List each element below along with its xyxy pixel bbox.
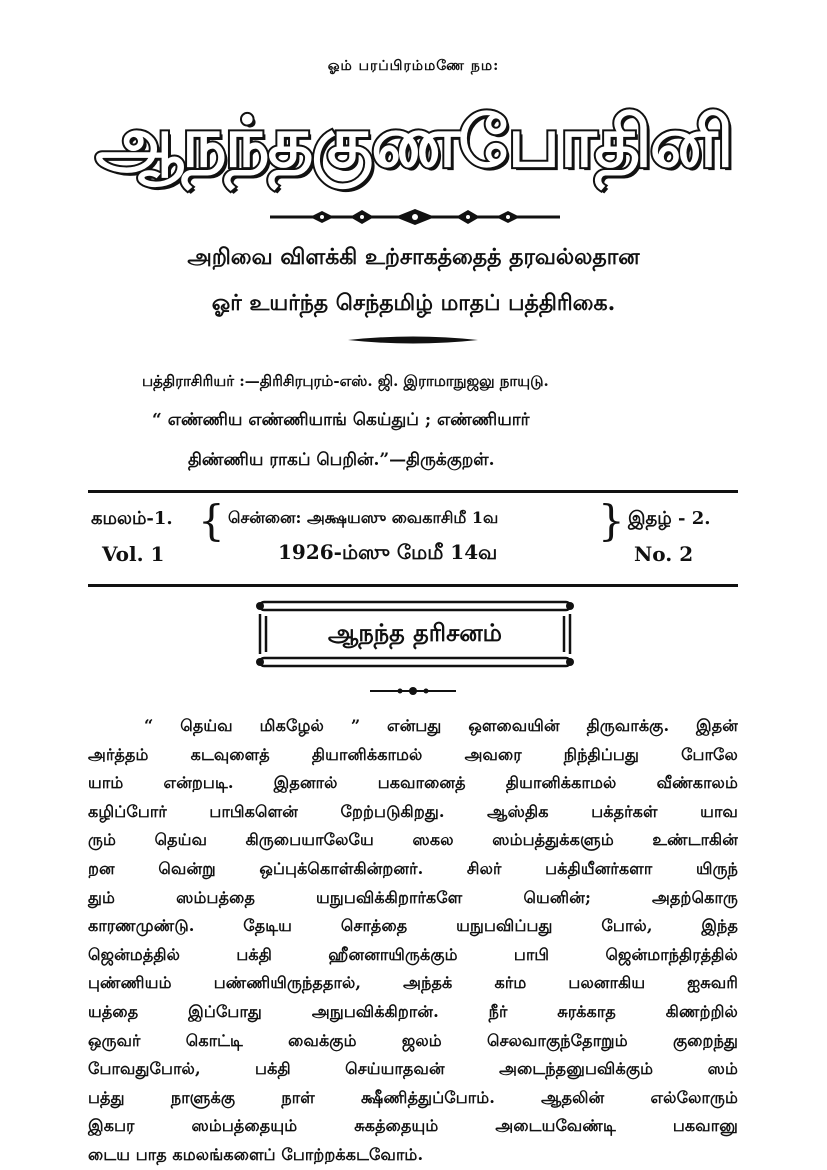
- article-line: தும் ஸம்பத்தை யநுபவிக்கிறார்களே யெனின்; அதற்கொரு: [88, 887, 738, 907]
- article-line: றன வென்று ஒப்புக்கொள்கின்றனர். சிலர் பக்தியீனர்களா யிருந்: [88, 858, 738, 878]
- top-rule: [88, 490, 738, 493]
- bottom-rule: [88, 584, 738, 587]
- left-brace: {: [198, 496, 225, 545]
- volume-label: Vol. 1: [102, 542, 165, 566]
- number-label: No. 2: [634, 542, 694, 566]
- right-brace: }: [598, 496, 625, 545]
- article-line: காரணமுண்டு. தேடிய சொத்தை யநுபவிப்பது போல், இந்த: [88, 916, 738, 936]
- article-body: [88, 712, 738, 1170]
- article-line: யத்தை இப்போது அநுபவிக்கிறான். நீர் சுரக்காத கிணற்றில்: [88, 1001, 738, 1021]
- article-line: பத்து நாளுக்கு நாள் க்ஷீணித்துப்போம். ஆதலின் எல்லோரும்: [88, 1087, 738, 1107]
- small-ornament: [370, 685, 456, 697]
- article-line: அர்த்தம் கடவுளைத் தியானிக்காமல் அவரை நிந்திப்பது போலே: [88, 744, 738, 764]
- article-line: கழிப்போர் பாபிகளென் றேற்படுகிறது. ஆஸ்திக பக்தர்கள் யாவ: [88, 801, 738, 821]
- article-line: டைய பாத கமலங்களைப் போற்றக்கடவோம்.: [88, 1144, 424, 1164]
- article-line: ரும் தெய்வ கிருபையாலேயே ஸகல ஸம்பத்துக்களும் உண்டாகின்: [88, 830, 738, 850]
- tagline-line-1: அறிவை விளக்கி உற்சாகத்தைத் தரவல்லதான: [187, 244, 640, 270]
- kural-line-2: திண்ணிய ராகப் பெறின்.”—திருக்குறள்.: [188, 450, 495, 470]
- article-line: ஒருவர் கொட்டி வைக்கும் ஜலம் செலவாகுந்தோறும் குறைந்து: [88, 1030, 738, 1050]
- article-line: இகபர ஸம்பத்தையும் சுகத்தையும் அடையவேண்டி பகவானு: [88, 1116, 738, 1136]
- editor-line: பத்திராசிரியர் :—திரிசிரபுரம்-எஸ். ஜி. இராமாநுஜலு நாயுடு.: [142, 372, 549, 390]
- year-date: 1926-ம்ஸு மேமீ 14வ: [278, 540, 498, 564]
- kamalam-label: கமலம்-1.: [91, 508, 173, 529]
- masthead-title-text: ஆநந்தகுணபோதினி: [95, 100, 732, 183]
- idhazh-label: இதழ் - 2.: [628, 508, 711, 529]
- dash-ornament: [348, 333, 478, 347]
- tagline-line-2: ஓர் உயர்ந்த செந்தமிழ் மாதப் பத்திரிகை.: [211, 290, 616, 316]
- article-line: புண்ணியம் பண்ணியிருந்ததால், அந்தக் கர்ம பலனாகிய ஐசுவரி: [88, 973, 738, 993]
- masthead-title: [85, 92, 742, 200]
- article-line: யாம் என்றபடி. இதனால் பகவானைத் தியானிக்காமல் வீண்காலம்: [88, 773, 738, 793]
- ornament-divider-top: [270, 207, 560, 227]
- kural-line-1: “ எண்ணிய எண்ணியாங் கெய்துப் ; எண்ணியார்: [152, 410, 530, 430]
- invocation-line: ஓம் பரப்பிரம்மணே நம:: [327, 58, 500, 74]
- article-line: போவதுபோல், பக்தி செய்யாதவன் அடைந்தனுபவிக்கும் ஸம்: [88, 1059, 738, 1079]
- city-date: சென்னை: அக்ஷயஸு வைகாசிமீ 1வ: [228, 508, 499, 527]
- article-line: ஜென்மத்தில் பக்தி ஹீனனாயிருக்கும் பாபி ஜென்மாந்திரத்தில்: [88, 944, 738, 964]
- article-line: “ தெய்வ மிகழேல் ” என்பது ஒளவையின் திருவாக்கு. இதன்: [144, 716, 738, 735]
- section-title: ஆநந்த தரிசனம்: [328, 618, 502, 647]
